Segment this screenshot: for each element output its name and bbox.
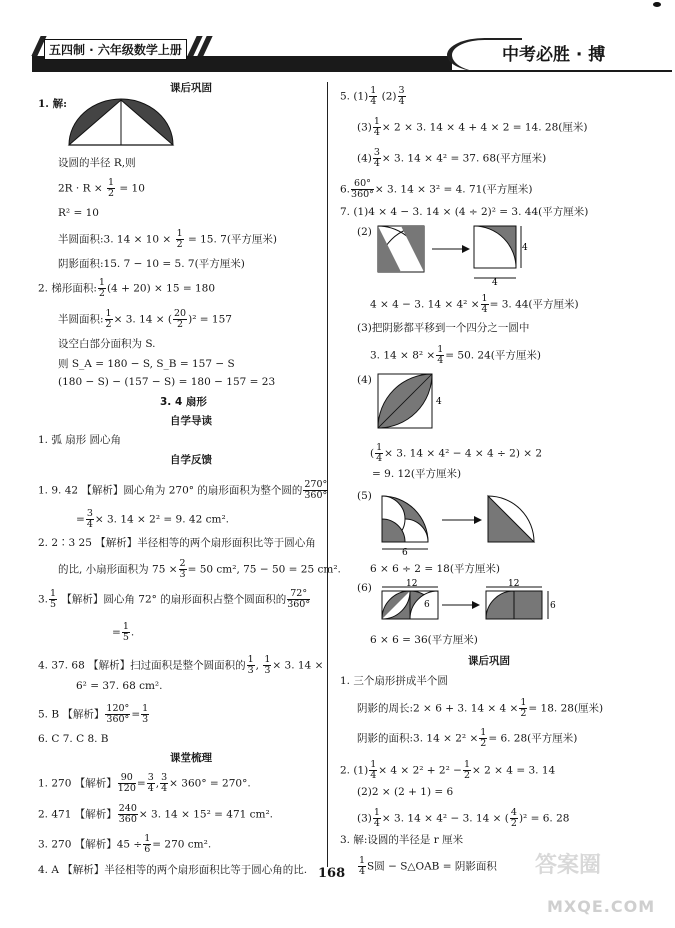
fraction bbox=[369, 760, 377, 781]
numerator: 3 bbox=[161, 772, 168, 783]
text: = bbox=[112, 626, 121, 639]
denominator: 360° bbox=[304, 490, 328, 501]
denominator: 360° bbox=[351, 189, 374, 200]
text: = 50 cm², 75 − 50 = 25 cm². bbox=[187, 563, 341, 576]
denominator: 120 bbox=[117, 783, 136, 794]
numerator: 1 bbox=[144, 833, 151, 844]
header-right-title: 中考必胜 · 搏 bbox=[502, 45, 606, 65]
numerator: 3 bbox=[373, 147, 380, 158]
fraction bbox=[173, 309, 187, 330]
denominator: 2 bbox=[107, 188, 115, 199]
text-line: 6. C 7. C 8. B bbox=[38, 733, 109, 745]
figure-7-5 bbox=[376, 490, 546, 556]
text: 4 × 4 − 3. 14 × 4² × bbox=[370, 298, 480, 311]
fraction bbox=[263, 655, 271, 676]
fraction bbox=[436, 345, 444, 366]
figure-label: 12 bbox=[406, 579, 418, 589]
fraction bbox=[176, 229, 184, 250]
text: = bbox=[131, 708, 141, 721]
text: 2. 471 【解析】 bbox=[38, 808, 117, 821]
equation-line bbox=[58, 229, 277, 250]
text: 2. (1) bbox=[340, 764, 369, 777]
equation-line bbox=[38, 834, 211, 855]
equation-line bbox=[58, 178, 145, 199]
fraction bbox=[510, 808, 518, 829]
fraction bbox=[105, 309, 113, 330]
figure-7-4 bbox=[376, 372, 446, 434]
text-line: (180 − S) − (157 − S) = 180 − 157 = 23 bbox=[58, 376, 276, 388]
denominator: 4 bbox=[373, 158, 380, 169]
numerator: 1 bbox=[370, 759, 377, 770]
text: (2) bbox=[381, 90, 397, 103]
numerator: 1 bbox=[105, 308, 112, 319]
text-line: 2. 2∶3 25 【解析】半径相等的两个扇形面积比等于圆心角 bbox=[38, 537, 316, 549]
equation-line bbox=[357, 856, 497, 877]
denominator: 4 bbox=[481, 304, 488, 315]
text: 的比, 小扇形面积为 75 × bbox=[58, 563, 178, 576]
denominator: 5 bbox=[122, 632, 129, 643]
figure-label: 12 bbox=[508, 579, 520, 589]
numerator: 1 bbox=[370, 85, 377, 96]
text: × 4 × 2² + 2² − bbox=[378, 764, 462, 777]
fraction bbox=[358, 856, 366, 877]
equation-line bbox=[112, 622, 134, 643]
denominator: 4 bbox=[373, 127, 380, 138]
fraction bbox=[373, 117, 381, 138]
fraction bbox=[373, 808, 381, 829]
denominator: 2 bbox=[98, 288, 105, 299]
equation-line bbox=[38, 480, 329, 501]
denominator: 4 bbox=[370, 770, 377, 781]
denominator: 2 bbox=[177, 319, 184, 330]
text: , bbox=[255, 659, 263, 672]
text-line: 设圆的半径 R,则 bbox=[58, 157, 136, 169]
numerator: 240 bbox=[118, 803, 137, 814]
text-line: (5) bbox=[357, 490, 372, 502]
section-heading: 3. 4 扇形 bbox=[160, 396, 207, 408]
text: 阴影的面积:3. 14 × 2² × bbox=[357, 732, 479, 745]
denominator: 5 bbox=[50, 599, 57, 610]
section-heading: 自学反馈 bbox=[170, 454, 212, 466]
denominator: 2 bbox=[520, 708, 527, 719]
denominator: 3 bbox=[264, 665, 271, 676]
column-divider bbox=[327, 82, 328, 867]
text: . bbox=[130, 626, 135, 639]
fraction bbox=[49, 589, 57, 610]
fraction bbox=[373, 148, 381, 169]
text: (4 + 20) × 15 = 180 bbox=[106, 282, 216, 295]
text: (3) bbox=[357, 812, 372, 825]
text: (3) bbox=[357, 121, 372, 134]
numerator: 270° bbox=[304, 479, 328, 490]
denominator: 4 bbox=[147, 783, 154, 794]
page-header bbox=[32, 36, 672, 74]
text: × 360° = 270°. bbox=[169, 777, 251, 790]
numerator: 1 bbox=[142, 703, 149, 714]
equation-line bbox=[58, 309, 232, 330]
denominator: 2 bbox=[480, 738, 487, 749]
figure-label: 6 bbox=[424, 600, 430, 610]
fraction bbox=[98, 278, 106, 299]
text: × 3. 14 × bbox=[272, 659, 324, 672]
equation-line bbox=[370, 345, 541, 366]
fraction bbox=[118, 804, 138, 825]
denominator: 2 bbox=[105, 319, 112, 330]
figure-label: 4 bbox=[522, 243, 528, 253]
equation-line bbox=[340, 86, 407, 107]
numerator: 1 bbox=[437, 344, 444, 355]
fraction bbox=[247, 655, 255, 676]
equation-line bbox=[357, 728, 577, 749]
equation-line bbox=[38, 804, 273, 825]
text: 半圆面积:3. 14 × 10 × bbox=[58, 233, 172, 246]
numerator: 3 bbox=[147, 772, 154, 783]
numerator: 1 bbox=[481, 293, 488, 304]
numerator: 4 bbox=[510, 807, 517, 818]
equation-line bbox=[38, 278, 215, 299]
figure-label: 6 bbox=[550, 601, 556, 611]
numerator: 1 bbox=[359, 855, 366, 866]
denominator: 3 bbox=[142, 714, 149, 725]
text: 1. 270 【解析】 bbox=[38, 777, 117, 790]
numerator: 1 bbox=[480, 727, 487, 738]
fraction bbox=[398, 86, 406, 107]
equation-line bbox=[38, 655, 323, 676]
text-line: 6² = 37. 68 cm². bbox=[76, 680, 163, 692]
text: = 3. 44(平方厘米) bbox=[489, 298, 579, 311]
text: = bbox=[136, 777, 146, 790]
text-line: 1. 弧 扇形 圆心角 bbox=[38, 434, 122, 446]
text: × 3. 14 × 3² = 4. 71(平方厘米) bbox=[374, 183, 533, 196]
numerator: 60° bbox=[351, 179, 374, 190]
fraction bbox=[143, 834, 151, 855]
text: × 3. 14 × 15² = 471 cm². bbox=[138, 808, 274, 821]
text-line: (2)2 × (2 + 1) = 6 bbox=[357, 786, 454, 798]
text: )² = 157 bbox=[188, 313, 232, 326]
fraction bbox=[351, 179, 374, 200]
text: 1. 9. 42 【解析】圆心角为 270° 的扇形面积为整个圆的 bbox=[38, 484, 303, 497]
denominator: 6 bbox=[144, 844, 151, 855]
denominator: 4 bbox=[161, 783, 168, 794]
numerator: 1 bbox=[264, 654, 271, 665]
numerator: 90 bbox=[118, 773, 136, 784]
fraction bbox=[107, 178, 115, 199]
numerator: 1 bbox=[376, 442, 383, 453]
text: × 2 × 3. 14 × 4 + 4 × 2 = 14. 28(厘米) bbox=[381, 121, 588, 134]
numerator: 1 bbox=[373, 116, 380, 127]
text: = 10 bbox=[119, 182, 145, 195]
denominator: 2 bbox=[510, 818, 517, 829]
fraction bbox=[122, 622, 130, 643]
text-line: 则 S_A = 180 − S, S_B = 157 − S bbox=[58, 358, 235, 370]
header-rule bbox=[32, 70, 672, 72]
fraction bbox=[287, 589, 310, 610]
text: × 3. 14 × 4² = 37. 68(平方厘米) bbox=[381, 152, 547, 165]
equation-line bbox=[340, 760, 555, 781]
text-line: 6 × 6 = 36(平方厘米) bbox=[370, 634, 478, 646]
watermark-url: MXQE.COM bbox=[547, 897, 656, 916]
fraction bbox=[463, 760, 471, 781]
text-line: 设空白部分面积为 S. bbox=[58, 338, 156, 350]
denominator: 4 bbox=[373, 818, 380, 829]
text: 【解析】圆心角 72° 的扇形面积占整个圆面积的 bbox=[61, 593, 287, 606]
fraction bbox=[303, 480, 328, 501]
header-left-title: 五四制 · 六年级数学上册 bbox=[44, 39, 187, 60]
numerator: 20 bbox=[174, 308, 187, 319]
text: = 18. 28(厘米) bbox=[528, 702, 604, 715]
equation-line bbox=[370, 294, 579, 315]
fraction bbox=[369, 86, 377, 107]
text: 6. bbox=[340, 183, 351, 196]
text: (4) bbox=[357, 152, 372, 165]
text: 4. 37. 68 【解析】扫过面积是整个圆面积的 bbox=[38, 659, 246, 672]
text: = 50. 24(平方厘米) bbox=[445, 349, 541, 362]
section-heading: 课后巩固 bbox=[170, 82, 212, 94]
text: 2. 梯形面积: bbox=[38, 282, 97, 295]
equation-line bbox=[370, 443, 542, 464]
fraction bbox=[375, 443, 383, 464]
figure-7-2 bbox=[376, 224, 526, 286]
equation-line bbox=[357, 117, 587, 138]
text-line: 1. 三个扇形拼成半个圆 bbox=[340, 675, 448, 687]
numerator: 1 bbox=[463, 759, 471, 770]
equation-line bbox=[357, 808, 569, 829]
text: × 2 × 4 = 3. 14 bbox=[472, 764, 556, 777]
numerator: 1 bbox=[176, 228, 183, 239]
numerator: 1 bbox=[107, 177, 115, 188]
equation-line bbox=[38, 589, 311, 610]
fraction bbox=[160, 773, 168, 794]
corner-mark bbox=[653, 2, 661, 7]
text-line: (3)把阴影都平移到一个四分之一圆中 bbox=[357, 322, 530, 334]
fraction bbox=[141, 704, 149, 725]
numerator: 3 bbox=[398, 85, 405, 96]
figure-label: 6 bbox=[402, 548, 408, 558]
numerator: 1 bbox=[122, 621, 129, 632]
denominator: 3 bbox=[179, 569, 186, 580]
fraction bbox=[105, 704, 130, 725]
text: 阴影的周长:2 × 6 + 3. 14 × 4 × bbox=[357, 702, 519, 715]
text: 5. (1) bbox=[340, 90, 369, 103]
fraction bbox=[479, 728, 487, 749]
section-heading: 课后巩固 bbox=[468, 655, 510, 667]
section-heading: 课堂梳理 bbox=[170, 752, 212, 764]
text: 半圆面积: bbox=[58, 313, 104, 326]
text: × 3. 14 × 4² − 4 × 4 ÷ 2) × 2 bbox=[384, 447, 543, 460]
numerator: 3 bbox=[86, 508, 93, 519]
text-line: (6) bbox=[357, 582, 372, 594]
denominator: 2 bbox=[463, 770, 471, 781]
text: 3. 270 【解析】45 ÷ bbox=[38, 838, 143, 851]
equation-line bbox=[340, 179, 533, 200]
watermark-logo: 答案圈 bbox=[535, 853, 602, 878]
text: , bbox=[155, 777, 160, 790]
equation-line bbox=[76, 509, 229, 530]
fraction bbox=[147, 773, 155, 794]
numerator: 1 bbox=[98, 277, 105, 288]
problem-1-label: 1. 解: bbox=[38, 98, 67, 110]
fraction bbox=[179, 559, 187, 580]
text: = 6. 28(平方厘米) bbox=[488, 732, 578, 745]
figure-label: 4 bbox=[436, 397, 442, 407]
denominator: 4 bbox=[359, 866, 366, 877]
semicircle-figure bbox=[66, 99, 176, 153]
text-line: 6 × 6 ÷ 2 = 18(平方厘米) bbox=[370, 563, 501, 575]
text: = 15. 7(平方厘米) bbox=[187, 233, 278, 246]
fraction bbox=[481, 294, 489, 315]
equation-line bbox=[38, 773, 251, 794]
text-line: (4) bbox=[357, 374, 372, 386]
text: 2R · R × bbox=[58, 182, 103, 195]
page-number: 168 bbox=[318, 866, 346, 881]
text: 3. 14 × 8² × bbox=[370, 349, 436, 362]
denominator: 4 bbox=[398, 96, 405, 107]
text: ( bbox=[370, 447, 375, 460]
numerator: 1 bbox=[520, 697, 527, 708]
text-line: 7. (1)4 × 4 − 3. 14 × (4 ÷ 2)² = 3. 44(平方厘米) bbox=[340, 206, 589, 218]
text: = 270 cm². bbox=[152, 838, 212, 851]
equation-line bbox=[357, 148, 546, 169]
equation-line bbox=[357, 698, 603, 719]
denominator: 4 bbox=[86, 519, 93, 530]
fraction bbox=[519, 698, 527, 719]
text: 3. bbox=[38, 593, 49, 606]
figure-label: 4 bbox=[492, 278, 498, 288]
numerator: 2 bbox=[179, 558, 186, 569]
fraction bbox=[86, 509, 94, 530]
numerator: 1 bbox=[373, 807, 380, 818]
denominator: 4 bbox=[370, 96, 377, 107]
text: × 3. 14 × ( bbox=[113, 313, 173, 326]
denominator: 360° bbox=[287, 599, 311, 610]
text-line: 4. A 【解析】半径相等的两个扇形面积比等于圆心角的比. bbox=[38, 864, 308, 876]
denominator: 3 bbox=[247, 665, 254, 676]
text: 5. B 【解析】 bbox=[38, 708, 105, 721]
denominator: 4 bbox=[376, 453, 383, 464]
text-line: 阴影面积:15. 7 − 10 = 5. 7(平方厘米) bbox=[58, 258, 245, 270]
figure-7-6 bbox=[378, 581, 568, 633]
denominator: 2 bbox=[176, 239, 183, 250]
numerator: 1 bbox=[247, 654, 254, 665]
equation-line bbox=[38, 704, 150, 725]
text: × 3. 14 × 2² = 9. 42 cm². bbox=[94, 513, 229, 526]
text: × 3. 14 × 4² − 3. 14 × ( bbox=[381, 812, 509, 825]
text-line: R² = 10 bbox=[58, 207, 99, 219]
numerator: 120° bbox=[106, 703, 130, 714]
denominator: 360 bbox=[118, 814, 137, 825]
text: )² = 6. 28 bbox=[518, 812, 570, 825]
text: = bbox=[76, 513, 85, 526]
text-line: (2) bbox=[357, 226, 372, 238]
denominator: 4 bbox=[437, 355, 444, 366]
numerator: 72° bbox=[287, 589, 310, 600]
text-line: = 9. 12(平方厘米) bbox=[372, 468, 462, 480]
fraction bbox=[118, 773, 136, 794]
text: S圆 − S△OAB = 阴影面积 bbox=[367, 860, 497, 873]
section-heading: 自学导读 bbox=[170, 415, 212, 427]
denominator: 360° bbox=[106, 714, 130, 725]
equation-line bbox=[58, 559, 341, 580]
text-line: 3. 解:设圆的半径是 r 厘米 bbox=[340, 834, 464, 846]
numerator: 1 bbox=[50, 588, 57, 599]
